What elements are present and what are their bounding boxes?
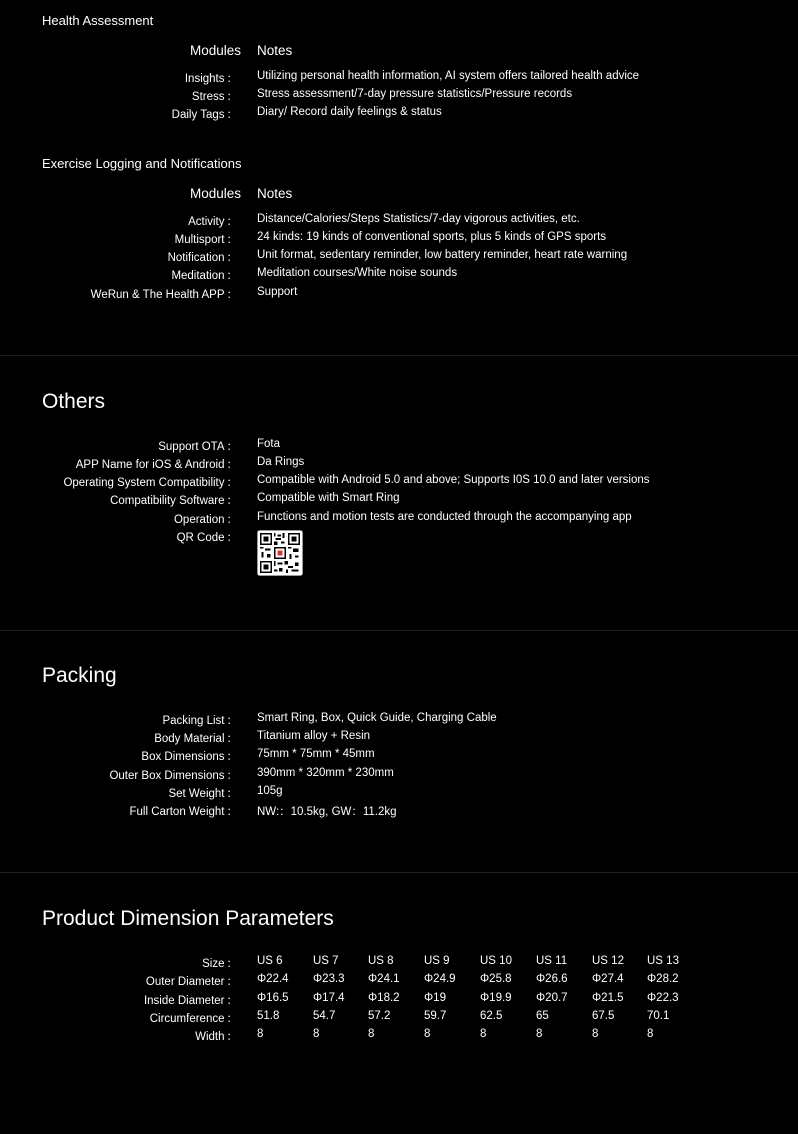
dim-cell-outer-diameter: Φ27.4 xyxy=(592,973,624,985)
dim-cell-outer-diameter: Φ24.9 xyxy=(424,973,456,985)
others-value-operation: Functions and motion tests are conducted through the accompanying app xyxy=(257,511,632,523)
others-value-os-compat: Compatible with Android 5.0 and above; Supports I0S 10.0 and later versions xyxy=(257,474,650,486)
dim-cell-size: US 6 xyxy=(257,955,283,967)
dim-cell-circumference: 70.1 xyxy=(647,1010,670,1022)
dim-cell-outer-diameter: Φ25.8 xyxy=(480,973,512,985)
section-divider xyxy=(0,355,798,356)
dim-cell-size: US 9 xyxy=(424,955,450,967)
exercise-value-meditation: Meditation courses/White noise sounds xyxy=(257,267,458,279)
exercise-value-multisport: 24 kinds: 19 kinds of conventional sports, plus 5 kinds of GPS sports xyxy=(257,231,607,243)
dim-cell-circumference: 62.5 xyxy=(480,1010,503,1022)
section-divider xyxy=(0,872,798,873)
packing-value-material: Titanium alloy + Resin xyxy=(257,730,371,742)
dim-cell-inside-diameter: Φ18.2 xyxy=(368,992,400,1004)
dim-cell-width: 8 xyxy=(424,1028,431,1040)
others-label-operation: Operation ： xyxy=(173,514,238,526)
dim-cell-outer-diameter: Φ23.3 xyxy=(313,973,345,985)
others-label-qr: QR Code ： xyxy=(176,532,238,544)
others-label-ota: Support OTA ： xyxy=(158,441,238,453)
dim-cell-width: 8 xyxy=(592,1028,599,1040)
health-label-stress: Stress ： xyxy=(191,91,238,103)
dim-cell-circumference: 59.7 xyxy=(424,1010,447,1022)
health-value-daily-tags: Diary/ Record daily feelings & status xyxy=(257,106,442,118)
exercise-label-meditation: Meditation ： xyxy=(171,270,238,282)
dim-cell-inside-diameter: Φ17.4 xyxy=(313,992,345,1004)
dim-cell-size: US 8 xyxy=(368,955,394,967)
packing-value-outer-box: 390mm * 320mm * 230mm xyxy=(257,767,394,779)
qr-code-image[interactable] xyxy=(257,530,303,576)
health-modules-header: Modules xyxy=(189,43,241,58)
others-value-software: Compatible with Smart Ring xyxy=(257,492,400,504)
packing-value-carton-weight: NW:：10.5kg, GW：11.2kg xyxy=(257,806,397,818)
dim-label-outer-diameter: Outer Diameter ： xyxy=(145,976,238,988)
packing-value-set-weight: 105g xyxy=(257,785,283,797)
dim-cell-inside-diameter: Φ16.5 xyxy=(257,992,289,1004)
dim-cell-width: 8 xyxy=(257,1028,264,1040)
exercise-value-notification: Unit format, sedentary reminder, low battery reminder, heart rate warning xyxy=(257,249,628,261)
dim-cell-width: 8 xyxy=(480,1028,487,1040)
dim-cell-size: US 12 xyxy=(592,955,624,967)
dim-cell-inside-diameter: Φ21.5 xyxy=(592,992,624,1004)
dim-cell-outer-diameter: Φ24.1 xyxy=(368,973,400,985)
dim-cell-inside-diameter: Φ20.7 xyxy=(536,992,568,1004)
dim-label-size: Size ： xyxy=(202,958,238,970)
others-label-software: Compatibility Software ： xyxy=(110,495,238,507)
dim-label-circumference: Circumference ： xyxy=(149,1013,238,1025)
exercise-section-title: Exercise Logging and Notifications xyxy=(42,156,242,171)
others-label-os-compat: Operating System Compatibility ： xyxy=(63,477,238,489)
health-value-insights: Utilizing personal health information, AI system offers tailored health advice xyxy=(257,70,640,82)
qr-code-icon xyxy=(258,531,302,575)
dim-cell-width: 8 xyxy=(647,1028,654,1040)
dim-cell-width: 8 xyxy=(536,1028,543,1040)
dim-label-width: Width ： xyxy=(195,1031,238,1043)
dim-cell-size: US 7 xyxy=(313,955,339,967)
health-value-stress: Stress assessment/7-day pressure statistics/Pressure records xyxy=(257,88,573,100)
dim-cell-inside-diameter: Φ19 xyxy=(424,992,446,1004)
dim-cell-circumference: 51.8 xyxy=(257,1010,280,1022)
dim-cell-circumference: 54.7 xyxy=(313,1010,336,1022)
section-divider xyxy=(0,630,798,631)
exercise-label-multisport: Multisport ： xyxy=(174,234,238,246)
health-label-daily-tags: Daily Tags ： xyxy=(171,109,238,121)
dim-cell-outer-diameter: Φ28.2 xyxy=(647,973,679,985)
packing-label-set-weight: Set Weight ： xyxy=(168,788,238,800)
packing-label-carton-weight: Full Carton Weight ： xyxy=(129,806,238,818)
packing-label-list: Packing List ： xyxy=(162,715,238,727)
exercise-label-activity: Activity ： xyxy=(188,216,238,228)
dim-label-inside-diameter: Inside Diameter ： xyxy=(143,995,238,1007)
packing-label-outer-box: Outer Box Dimensions ： xyxy=(109,770,238,782)
dim-cell-circumference: 67.5 xyxy=(592,1010,615,1022)
dim-cell-size: US 10 xyxy=(480,955,512,967)
dim-cell-size: US 11 xyxy=(536,955,568,967)
packing-value-box-dim: 75mm * 75mm * 45mm xyxy=(257,748,375,760)
dim-cell-size: US 13 xyxy=(647,955,679,967)
others-value-ota: Fota xyxy=(257,438,281,450)
dim-cell-outer-diameter: Φ22.4 xyxy=(257,973,289,985)
dim-cell-circumference: 57.2 xyxy=(368,1010,391,1022)
exercise-notes-header: Notes xyxy=(257,186,293,201)
dim-cell-outer-diameter: Φ26.6 xyxy=(536,973,568,985)
health-notes-header: Notes xyxy=(257,43,293,58)
dim-cell-circumference: 65 xyxy=(536,1010,549,1022)
packing-value-list: Smart Ring, Box, Quick Guide, Charging Cable xyxy=(257,712,497,724)
packing-label-material: Body Material ： xyxy=(154,733,238,745)
exercise-label-notification: Notification ： xyxy=(167,252,238,264)
packing-section-title: Packing xyxy=(42,664,117,687)
packing-label-box-dim: Box Dimensions ： xyxy=(141,751,238,763)
others-label-app-name: APP Name for iOS & Android ： xyxy=(75,459,238,471)
dim-cell-width: 8 xyxy=(313,1028,320,1040)
exercise-label-werun: WeRun & The Health APP ： xyxy=(90,289,238,301)
dimensions-section-title: Product Dimension Parameters xyxy=(42,907,334,930)
dim-cell-width: 8 xyxy=(368,1028,375,1040)
exercise-value-activity: Distance/Calories/Steps Statistics/7-day vigorous activities, etc. xyxy=(257,213,580,225)
health-section-title: Health Assessment xyxy=(42,13,154,28)
others-section-title: Others xyxy=(42,390,106,413)
health-label-insights: Insights ： xyxy=(184,73,238,85)
exercise-modules-header: Modules xyxy=(189,186,241,201)
others-value-app-name: Da Rings xyxy=(257,456,305,468)
dim-cell-inside-diameter: Φ22.3 xyxy=(647,992,679,1004)
exercise-value-werun: Support xyxy=(257,286,298,298)
dim-cell-inside-diameter: Φ19.9 xyxy=(480,992,512,1004)
